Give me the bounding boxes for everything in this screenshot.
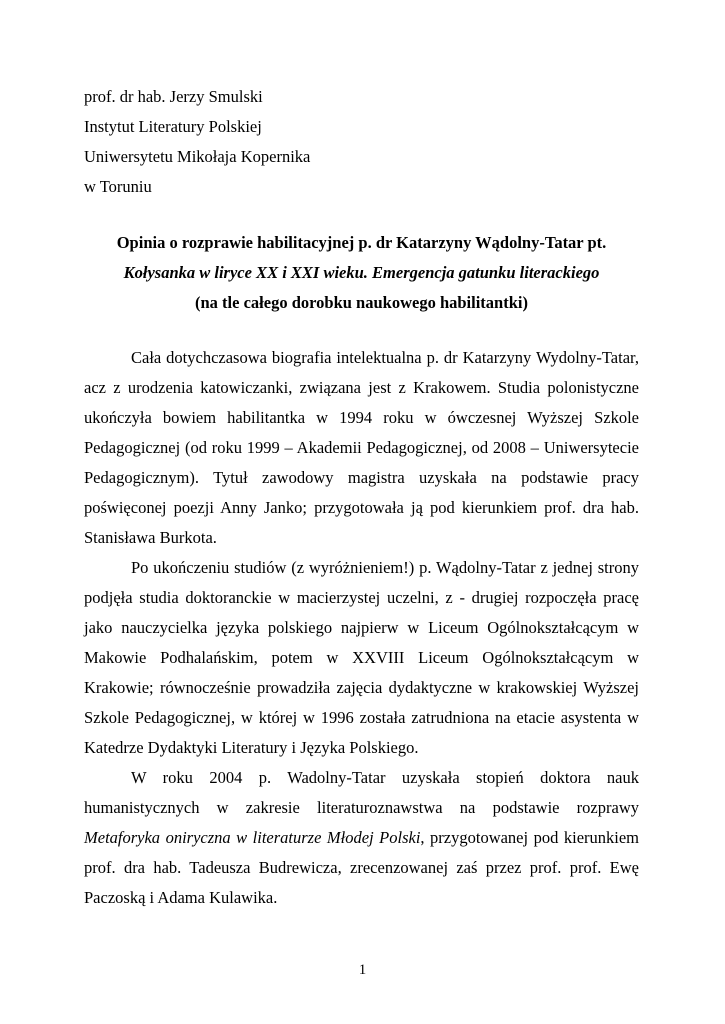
- paragraph-3-text-end: , przygotowanej pod kierunkiem prof. dra hab. Tadeusza Budrewicza, zrecenzowanej zaś przez prof. prof. Ewę Paczoską i Adama Kulawika.: [84, 828, 639, 907]
- paragraph-3: [84, 763, 639, 913]
- title-line-1: Opinia o rozprawie habilitacyjnej p. dr Katarzyny Wądolny-Tatar pt.: [116, 233, 607, 252]
- paragraph-3-italic-title: Metaforyka oniryczna w literaturze Młodej Polski: [84, 828, 421, 847]
- author-city: w Toruniu: [84, 177, 152, 196]
- document-body: [84, 343, 639, 913]
- title-line-3: (na tle całego dorobku naukowego habilitantki): [195, 293, 528, 312]
- title-line-2: Kołysanka w liryce XX i XXI wieku. Emergencja gatunku literackiego: [123, 263, 600, 282]
- author-block: [84, 82, 310, 202]
- paragraph-3-text-start: W roku 2004 p. Wadolny-Tatar uzyskała stopień doktora nauk humanistycznych w zakresie literaturoznawstwa na podstawie rozprawy: [84, 768, 639, 817]
- paragraph-1: Cała dotychczasowa biografia intelektualna p. dr Katarzyny Wydolny-Tatar, acz z urodzenia katowiczanki, związana jest z Krakowem. Studia polonistyczne ukończyła bowiem habilitantka w 1994 roku w ówczesnej Wyższej Szkole Pedagogicznej (od roku 1999 – Akademii Pedagogicznej, od 2008 – Uniwersytecie Pedagogicznym). Tytuł zawodowy magistra uzyskała na podstawie pracy poświęconej poezji Anny Janko; przygotowała ją pod kierunkiem prof. dra hab. Stanisława Burkota.: [84, 348, 639, 547]
- author-institute: Instytut Literatury Polskiej: [84, 117, 262, 136]
- paragraph-2: Po ukończeniu studiów (z wyróżnieniem!) p. Wądolny-Tatar z jednej strony podjęła studia doktoranckie w macierzystej uczelni, z - drugiej rozpoczęła pracę jako nauczycielka języka polskiego najpierw w Liceum Ogólnokształcącym w Makowie Podhalańskim, potem w XXVIII Liceum Ogólnokształcącym w Krakowie; równocześnie prowadziła zajęcia dydaktyczne w krakowskiej Wyższej Szkole Pedagogicznej, w której w 1996 została zatrudniona na etacie asystenta w Katedrze Dydaktyki Literatury i Języka Polskiego.: [84, 558, 639, 757]
- author-name: prof. dr hab. Jerzy Smulski: [84, 87, 263, 106]
- document-title: [60, 228, 663, 318]
- author-university: Uniwersytetu Mikołaja Kopernika: [84, 147, 311, 166]
- page-number: 1: [358, 962, 367, 978]
